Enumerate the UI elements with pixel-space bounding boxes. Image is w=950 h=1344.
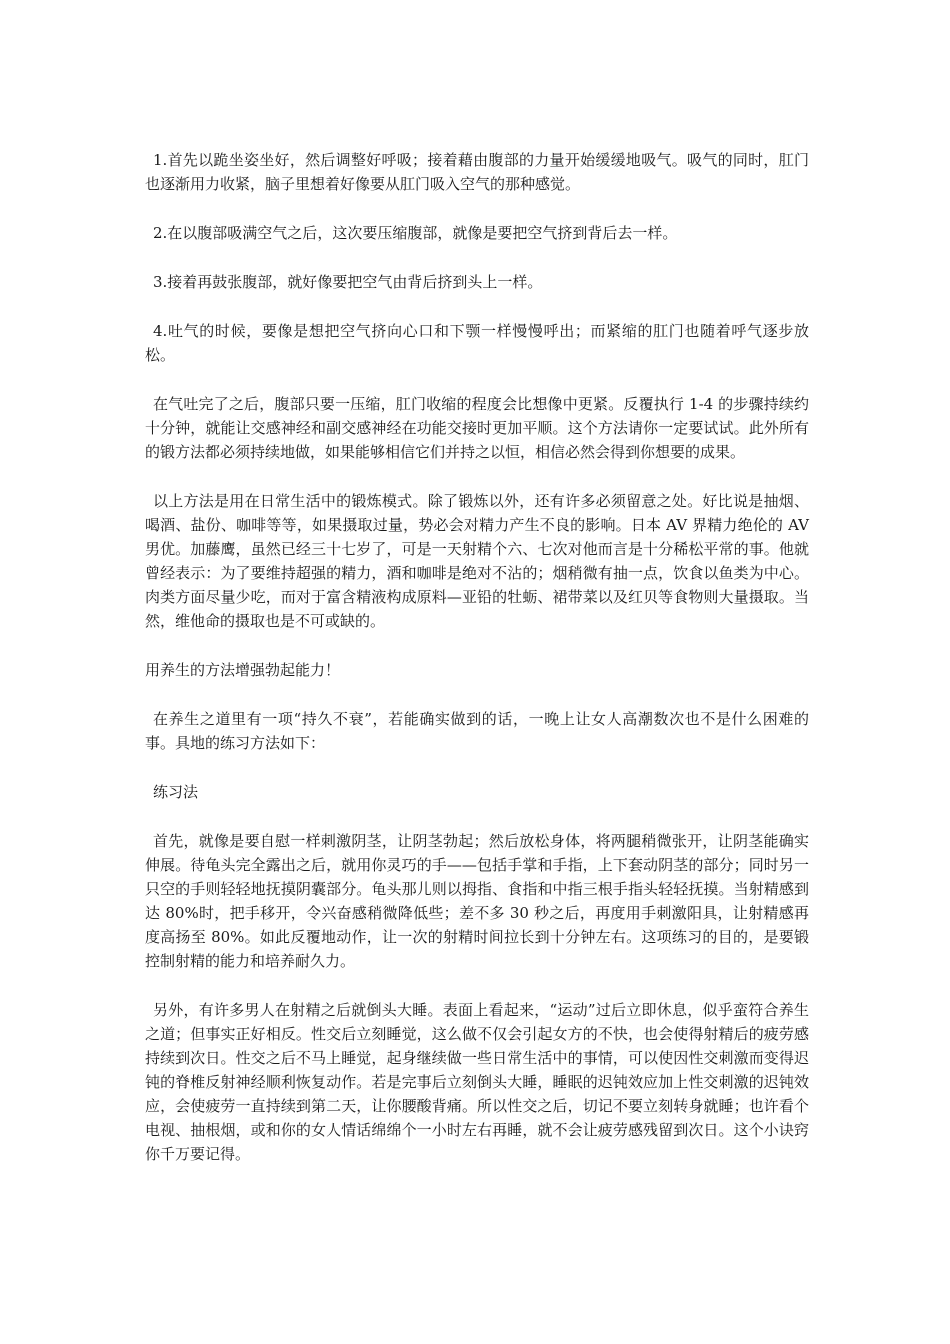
step-3-paragraph: 3.接着再鼓张腹部，就好像要把空气由背后挤到头上一样。	[153, 273, 543, 291]
practice-method-paragraph: 首先，就像是要自慰一样刺激阴茎，让阴茎勃起；然后放松身体，将两腿稍微张开，让阴茎能确实伸展。待龟头完全露出之后，就用你灵巧的手——包括手掌和手指，上下套动阴茎的部分；同时另一只空的手则轻轻地抚摸阴囊部分。龟头那儿则以拇指、食指和中指三根手指头轻轻抚摸。当射精感到达 80%时，把手移开，令兴奋感稍微降低些；差不多 30 秒之后，再度用手刺激阳具，让射精感再度高扬至 80%。如此反覆地动作，让一次的射精时间拉长到十分钟左右。这项练习的目的，是要锻控制射精的能力和培养耐久力。	[145, 832, 809, 970]
document-body	[145, 148, 814, 1191]
exhale-result-paragraph: 在气吐完了之后，腹部只要一压缩，肛门收缩的程度会比想像中更紧。反覆执行 1-4 的步骤持续约十分钟，就能让交感神经和副交感神经在功能交接时更加平顺。这个方法请你一定要试试。此外所有的锻方法都必须持续地做，如果能够相信它们并持之以恒，相信必然会得到你想要的成果。	[145, 395, 809, 461]
endurance-intro-paragraph: 在养生之道里有一项“持久不衰”，若能确实做到的话，一晚上让女人高潮数次也不是什么困难的事。具地的练习方法如下：	[145, 710, 809, 752]
step-1-paragraph: 1.首先以跪坐姿坐好，然后调整好呼吸；接着藉由腹部的力量开始缓缓地吸气。吸气的同时，肛门也逐渐用力收紧，脑子里想着好像要从肛门吸入空气的那种感觉。	[145, 151, 809, 193]
practice-subheading: 练习法	[153, 783, 199, 801]
step-2-paragraph: 2.在以腹部吸满空气之后，这次要压缩腹部，就像是要把空气挤到背后去一样。	[153, 224, 678, 242]
section-heading: 用养生的方法增强勃起能力！	[145, 661, 341, 679]
step-4-paragraph: 4.吐气的时候，要像是想把空气挤向心口和下颚一样慢慢呼出；而紧缩的肛门也随着呼气逐步放松。	[145, 322, 809, 364]
daily-habits-paragraph: 以上方法是用在日常生活中的锻炼模式。除了锻炼以外，还有许多必须留意之处。好比说是抽烟、喝酒、盐份、咖啡等等，如果摄取过量，势必会对精力产生不良的影响。日本 AV 界精力绝伦的 AV 男优。加藤鹰，虽然已经三十七岁了，可是一天射精个六、七次对他而言是十分稀松平常的事。他就曾经表示：为了要维持超强的精力，酒和咖啡是绝对不沾的；烟稍微有抽一点，饮食以鱼类为中心。肉类方面尽量少吃，而对于富含精液构成原料—亚铅的牡蛎、裙带菜以及红贝等食物则大量摄取。当然，维他命的摄取也是不可或缺的。	[145, 492, 814, 630]
after-sleep-paragraph: 另外，有许多男人在射精之后就倒头大睡。表面上看起来，“运动”过后立即休息，似乎蛮符合养生之道；但事实正好相反。性交后立刻睡觉，这么做不仅会引起女方的不快，也会使得射精后的疲劳感持续到次日。性交之后不马上睡觉，起身继续做一些日常生活中的事情，可以使因性交刺激而变得迟钝的脊椎反射神经顺利恢复动作。若是完事后立刻倒头大睡，睡眠的迟钝效应加上性交刺激的迟钝效应，会使疲劳一直持续到第二天，让你腰酸背痛。所以性交之后，切记不要立刻转身就睡；也许看个电视、抽根烟，或和你的女人情话绵绵个一小时左右再睡，就不会让疲劳感残留到次日。这个小诀窍你千万要记得。	[145, 1001, 809, 1163]
